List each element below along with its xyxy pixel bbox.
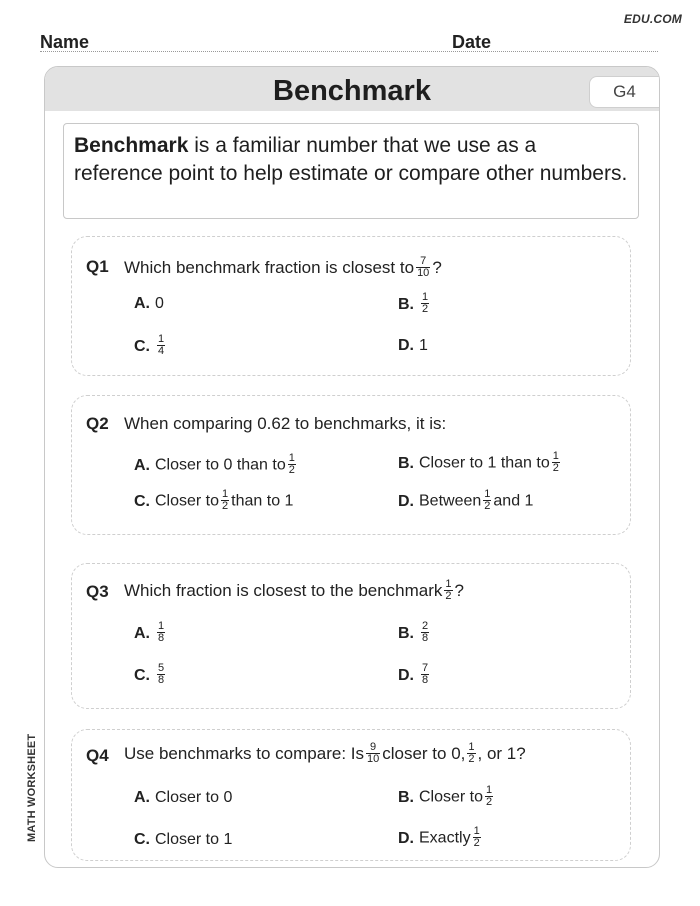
fraction: $\frac{7}{8}$ bbox=[422, 662, 429, 686]
option-c[interactable]: C. Closer to $\frac{1}{2}$ than to 1 bbox=[134, 488, 294, 512]
fraction: $\frac{1}{2}$ bbox=[486, 784, 493, 808]
option-d[interactable]: D. Between $\frac{1}{2}$ and 1 bbox=[398, 488, 534, 512]
fraction: $\frac{9}{10}$ bbox=[366, 741, 380, 765]
question-number: Q3 bbox=[86, 582, 109, 601]
option-d[interactable]: D. $\frac{7}{8}$ bbox=[398, 662, 429, 686]
name-date-line bbox=[40, 51, 658, 52]
fraction: $\frac{1}{2}$ bbox=[445, 578, 452, 602]
option-b[interactable]: B. $\frac{1}{2}$ bbox=[398, 291, 429, 315]
question-number: Q4 bbox=[86, 746, 109, 765]
fraction: $\frac{1}{2}$ bbox=[473, 825, 480, 849]
option-d[interactable]: D. 1 bbox=[398, 337, 428, 354]
option-a[interactable]: A. 0 bbox=[134, 295, 164, 312]
question-text: Use benchmarks to compare: Is $\frac{9}{10}$ closer to 0, $\frac{1}{2}$ , or 1? bbox=[124, 741, 526, 765]
option-d[interactable]: D. Exactly $\frac{1}{2}$ bbox=[398, 825, 480, 849]
option-c[interactable]: C. $\frac{5}{8}$ bbox=[134, 662, 165, 686]
fraction: $\frac{7}{10}$ bbox=[417, 255, 430, 279]
fraction: $\frac{1}{2}$ bbox=[468, 741, 475, 765]
fraction: $\frac{1}{2}$ bbox=[288, 452, 295, 476]
worksheet-panel bbox=[44, 66, 660, 868]
option-c[interactable]: C. Closer to 1 bbox=[134, 831, 233, 848]
fraction: $\frac{5}{8}$ bbox=[158, 662, 165, 686]
date-label: Date bbox=[452, 32, 492, 52]
fraction: $\frac{1}{2}$ bbox=[222, 488, 229, 512]
fraction: $\frac{1}{8}$ bbox=[158, 620, 165, 644]
side-label: MATH WORKSHEET bbox=[26, 733, 38, 842]
brand-logo: EDU.COM bbox=[623, 12, 682, 26]
fraction: $\frac{1}{2}$ bbox=[484, 488, 491, 512]
option-a[interactable]: A. Closer to 0 than to $\frac{1}{2}$ bbox=[134, 452, 295, 476]
question-text: Which fraction is closest to the benchmark $\frac{1}{2}$ ? bbox=[124, 578, 465, 602]
question-4 bbox=[71, 729, 631, 861]
option-a[interactable]: A. $\frac{1}{8}$ bbox=[134, 620, 165, 644]
option-c[interactable]: C. $\frac{1}{4}$ bbox=[134, 333, 165, 357]
option-b[interactable]: B. $\frac{2}{8}$ bbox=[398, 620, 429, 644]
fraction: $\frac{1}{2}$ bbox=[552, 450, 559, 474]
fraction: $\frac{2}{8}$ bbox=[422, 620, 429, 644]
definition-text: is a familiar number that we use as a reference point to help estimate or compare other numbers. bbox=[74, 134, 628, 185]
fraction: $\frac{1}{2}$ bbox=[422, 291, 429, 315]
panel-header bbox=[45, 67, 659, 111]
name-label: Name bbox=[40, 32, 90, 52]
page-title: Benchmark bbox=[273, 75, 431, 107]
option-a[interactable]: A. Closer to 0 bbox=[134, 789, 233, 806]
question-number: Q2 bbox=[86, 414, 109, 433]
name-date-row bbox=[40, 30, 660, 54]
grade-badge: G4 bbox=[589, 76, 659, 108]
option-b[interactable]: B. Closer to 1 than to $\frac{1}{2}$ bbox=[398, 450, 559, 474]
question-text: When comparing 0.62 to benchmarks, it is: bbox=[124, 414, 447, 433]
question-text: Which benchmark fraction is closest to $\frac{7}{10}$ ? bbox=[124, 255, 442, 279]
definition-term: Benchmark bbox=[74, 134, 189, 157]
definition-box bbox=[63, 123, 639, 219]
question-3 bbox=[71, 563, 631, 709]
question-number: Q1 bbox=[86, 257, 109, 276]
question-1 bbox=[71, 236, 631, 376]
question-2 bbox=[71, 395, 631, 535]
fraction: $\frac{1}{4}$ bbox=[158, 333, 165, 357]
option-b[interactable]: B. Closer to $\frac{1}{2}$ bbox=[398, 784, 493, 808]
